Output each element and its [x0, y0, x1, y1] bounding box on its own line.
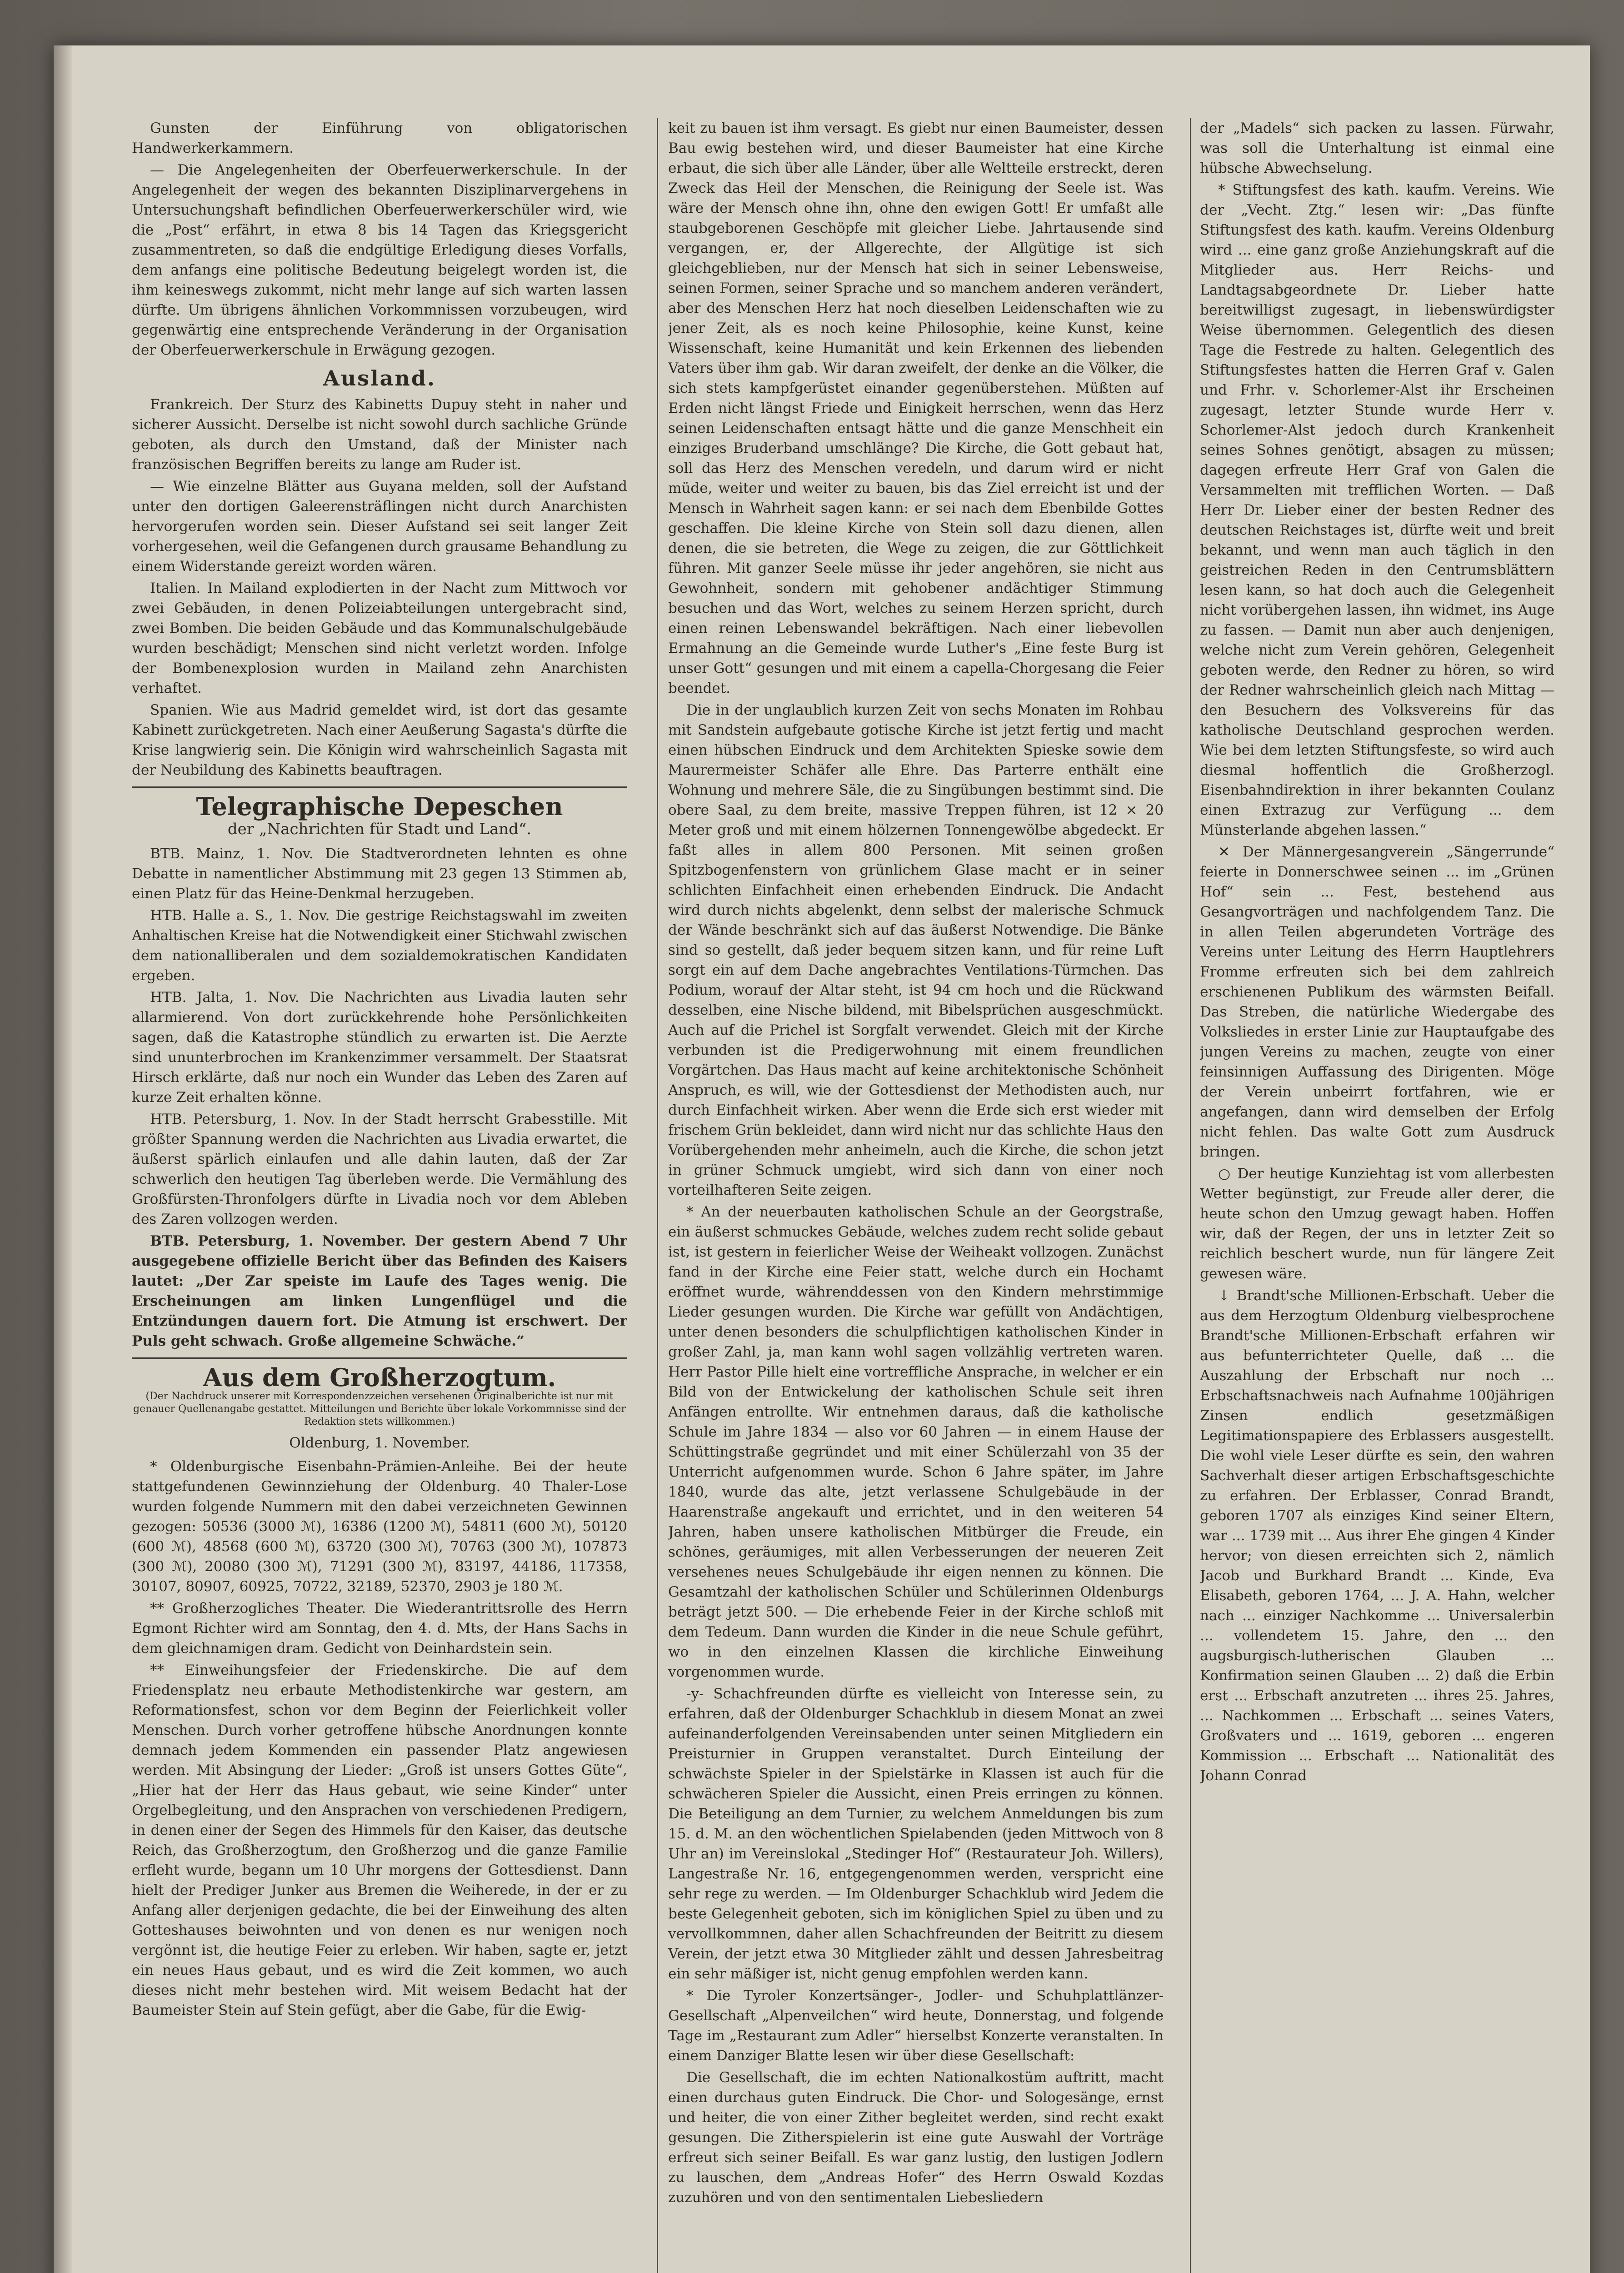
- paragraph: keit zu bauen ist ihm versagt. Es giebt nur einen Baumeister, dessen Bau ewig bestehen wird, und dieser Baumeister hat eine Kirche erbaut, die sich über alle Länder, über alle Weltteile erstreckt, deren Zweck das Heil der Menschen, die Reinigung der Seele ist. Was wäre der Mensch ohne ihn, ohne den ewigen Gott! Er umfaßt alle staubgeborenen Geschöpfe mit gleicher Liebe. Jahrtausende sind vergangen, er, der Allgerechte, der Allgütige ist sich gleichgeblieben, nur der Mensch hat sich in seiner Lebensweise, seinen Formen, seiner Sprache und so manchem anderen verändert, aber des Menschen Herz hat noch dieselben Leidenschaften wie zu jener Zeit, als es noch keine Philosophie, keine Kunst, keine Wissenschaft, keine Humanität und kein Erkennen des liebenden Vaters über ihm gab. Wir daran zweifelt, der denke an die Völker, die sich stets kampfgerüstet einander gegenüberstehen. Müßten auf Erden nicht längst Friede und Einigkeit herrschen, wenn das Herz seinen Leidenschaften entsagt hätte und die ganze Menschheit ein einziges Bruderband umschlänge? Die Kirche, die Gott gebaut hat, soll das Herz des Menschen veredeln, und darum wird er nicht müde, weiter und weiter zu bauen, bis das Ziel erreicht ist und der Mensch in Wahrheit sagen kann: er sei nach dem Ebenbilde Gottes geschaffen. Die kleine Kirche von Stein soll dazu dienen, allen denen, die sie betreten, die Wege zu zeigen, die zur Göttlichkeit führen. Mit ganzer Seele müsse ihr jeder angehören, sie nicht aus Gewohnheit, sondern mit gehobener andächtiger Stimmung besuchen und das Wort, welches zu seinem Herzen spricht, durch einen reinen Lebenswandel bekräftigen. Nach einer liebevollen Ermahnung an die Gemeinde wurde Luther's „Eine feste Burg ist unser Gott“ gesungen und mit einem a capella-Chorgesang die Feier beendet.: [668, 120, 1164, 696]
- paragraph: der „Madels“ sich packen zu lassen. Fürwahr, was soll die Unterhaltung ist einmal eine hübsche Abwechselung.: [1200, 120, 1554, 176]
- paragraph: ↓ Brandt'sche Millionen-Erbschaft. Ueber die aus dem Herzogtum Oldenburg vielbesprochene Brandt'sche Millionen-Erbschaft erfahren wir aus befunterrichteter Quelle, daß ... die Auszahlung der Erbschaft nur noch ... Erbschaftsnachweis nach Aufnahme 100jährigen Zinsen endlich gesetzmäßigen Legitimationspapiere des Erblassers ausgestellt. Die wohl viele Leser dürfte es sein, den wahren Sachverhalt dieser artigen Erbschaftsgeschichte zu erfahren. Der Erblasser, Conrad Brandt, geboren 1707 als einziges Kind seiner Eltern, war ... 1739 mit ... Aus ihrer Ehe gingen 4 Kinder hervor; von diesen erreichten sich 2, nämlich Jacob und Burkhard Brandt ... Kinde, Eva Elisabeth, geboren 1764, ... J. A. Hahn, welcher nach ... einziger Nachkomme ... Universalerbin ... vollendetem 15. Jahre, den ... den augsburgisch-lutherischen Glauben ... Konfirmation seinen Glauben ... 2) daß die Erbin erst ... Erbschaft anzutreten ... ihres 25. Jahres, ... Nachkommen ... Erbschaft ... seines Vaters, Großvaters und ... 1619, geboren ... engeren Kommission ... Erbschaft ... Nationalität des Johann Conrad: [1200, 1287, 1554, 1784]
- paragraph: ** Einweihungsfeier der Friedenskirche. Die auf dem Friedensplatz neu erbaute Methodistenkirche war gestern, am Reformationsfest, schon vor dem Beginn der Feierlichkeit voller Menschen. Durch vorher getroffene hübsche Anordnungen konnte demnach jedem Kommenden ein passender Platz angewiesen werden. Mit Absingung der Lieder: „Groß ist unsers Gottes Güte“, „Hier hat der Herr das Haus gebaut, wie seine Kinder“ unter Orgelbegleitung, und den Ansprachen von verschiedenen Predigern, in denen einer der Segen des Himmels für den Kaiser, das deutsche Reich, das Großherzogtum, den Großherzog und die ganze Familie erfleht wurde, begann um 10 Uhr morgens der Gottesdienst. Dann hielt der Prediger Junker aus Bremen die Weiherede, in der er zu Anfang aller derjenigen gedachte, die bei der Einweihung des alten Gotteshauses beiwohnten und von denen es nur wenigen noch vergönnt ist, die heutige Feier zu erleben. Wir haben, sagte er, jetzt ein neues Haus gebaut, und es wird die Zeit kommen, wo auch dieses nicht mehr bestehen wird. Mit weisem Bedacht hat der Baumeister Stein auf Stein gefügt, aber die Gabe, für die Ewig-: [132, 1662, 627, 2018]
- section-divider: [132, 786, 627, 788]
- paragraph: * Stiftungsfest des kath. kaufm. Vereins. Wie der „Vecht. Ztg.“ lesen wir: „Das fünfte Stiftungsfest des kath. kaufm. Vereins Oldenburg wird ... eine ganz große Anziehungskraft auf die Mitglieder aus. Herr Reichs- und Landtagsabgeordnete Dr. Lieber hatte bereitwilligst zugesagt, in liebenswürdigster Weise übernommen. Gelegentlich des diesen Tage die Festrede zu halten. Gelegentlich des Stiftungsfestes hatten die Herren Graf v. Galen und Frhr. v. Schorlemer-Alst ihr Erscheinen zugesagt, letzter Stunde wurde Herr v. Schorlemer-Alst jedoch durch Krankenheit seines Sohnes genötigt, absagen zu müssen; dagegen erfreute Herr Graf von Galen die Versammelten mit trefflichen Worten. — Daß Herr Dr. Lieber einer der besten Redner des deutschen Reichstages ist, dürfte weit und breit bekannt, und wenn man auch täglich in den geistreichen Reden in den Centrumsblättern lesen kann, so hat doch auch die Gelegenheit nicht vorübergehen lassen, ihn widmet, ins Auge zu fassen. — Damit nun aber auch denjenigen, welche nicht zum Verein gehören, Gelegenheit geboten werde, den Redner zu hören, so wird der Redner wahrscheinlich gleich nach Mittag — den Besuchern des Volksvereins für das katholische Deutschland gesprochen werden. Wie bei dem letzten Stiftungsfeste, so wird auch diesmal hoffentlich die Großherzogl. Eisenbahndirektion in ihrer bekannten Coulanz einen Extrazug zur Verfügung ... dem Münsterlande abgehen lassen.“: [1200, 182, 1554, 838]
- section-divider: [132, 1357, 627, 1359]
- paragraph: Gunsten der Einführung von obligatorischen Handwerkerkammern.: [132, 120, 627, 156]
- paragraph: ✕ Der Männergesangverein „Sängerrunde“ feierte in Donnerschwee seinen ... im „Grünen Hof“ sein ... Fest, bestehend aus Gesangvorträgen und nachfolgendem Tanz. Die in allen Teilen abgerundeten Vorträge des Vereins unter Leitung des Herrn Hauptlehrers Fromme erfreuten sich bei dem zahlreich erschienenen Publikum des wärmsten Beifall. Das Streben, die natürliche Wiedergabe des Volksliedes in erster Linie zur Hauptaufgabe des jungen Vereins zu machen, zeugte von einer feinsinnigen Auffassung des Dirigenten. Möge der Verein unbeirrt fortfahren, wie er angefangen, dann wird demselben der Erfolg nicht fehlen. Das walte Gott zum Ausdruck bringen.: [1200, 844, 1554, 1160]
- paragraph: BTB. Petersburg, 1. November. Der gestern Abend 7 Uhr ausgegebene offizielle Bericht über das Befinden des Kaisers lautet: „Der Zar speiste im Laufe des Tages wenig. Die Erscheinungen am linken Lungenflügel und die Entzündungen dauern fort. Die Atmung ist erschwert. Der Puls geht schwach. Große allgemeine Schwäche.“: [132, 1233, 627, 1349]
- section-heading-ausland: Ausland.: [323, 366, 436, 391]
- section-subheading: der „Nachrichten für Stadt und Land“.: [227, 820, 532, 838]
- paragraph: HTB. Jalta, 1. Nov. Die Nachrichten aus Livadia lauten sehr allarmierend. Von dort zurückkehrende hohe Persönlichkeiten sagen, daß die Katastrophe stündlich zu erwarten ist. Die Aerzte sind ununterbrochen im Krankenzimmer versammelt. Der Staatsrat Hirsch erklärte, daß nur noch ein Wunder das Leben des Zaren auf kurze Zeit erhalten könne.: [132, 989, 627, 1106]
- paragraph: ○ Der heutige Kunziehtag ist vom allerbesten Wetter begünstigt, zur Freude aller derer, die heute schon den Umzug gewagt haben. Hoffen wir, daß der Regen, der uns in letzter Zeit so reichlich beschert wurde, nun für längere Zeit gewesen wäre.: [1200, 1166, 1554, 1282]
- column-3: [1200, 118, 1554, 2273]
- column-1: [132, 118, 627, 2273]
- paragraph: -y- Schachfreunden dürfte es vielleicht von Interesse sein, zu erfahren, daß der Oldenburger Schachklub in diesem Monat an zwei aufeinanderfolgenden Vereinsabenden unter seinen Mitgliedern ein Preisturnier in Gruppen veranstaltet. Durch Einteilung der schwächste Spieler in der Spielstärke in Klassen ist auch für die schwächeren Spieler die Aussicht, einen Preis erringen zu können. Die Beteiligung an dem Turnier, zu welchem Anmeldungen bis zum 15. d. M. an den wöchentlichen Spielabenden (jeden Mittwoch von 8 Uhr an) im Vereinslokal „Stedinger Hof“ (Restaurateur Joh. Willers), Langestraße Nr. 16, entgegengenommen werden, verspricht eine sehr rege zu werden. — Im Oldenburger Schachklub wird Jedem die beste Gelegenheit geboten, sich im königlichen Spiel zu üben und zu vervollkommnen, daher allen Schachfreunden der Beitritt zu diesem Verein, der jetzt etwa 30 Mitglieder zählt und dessen Jahresbeitrag ein sehr mäßiger ist, nicht genug empfohlen werden kann.: [668, 1686, 1164, 1982]
- paragraph: HTB. Halle a. S., 1. Nov. Die gestrige Reichstagswahl im zweiten Anhaltischen Kreise hat die Notwendigkeit einer Stichwahl zwischen dem nationalliberalen und dem sozialdemokratischen Kandidaten ergeben.: [132, 907, 627, 984]
- paragraph: — Wie einzelne Blätter aus Guyana melden, soll der Aufstand unter den dortigen Galeerensträflingen nicht durch Anarchisten hervorgerufen worden sein. Dieser Aufstand sei seit langer Zeit vorhergesehen, weil die Gefangenen durch grausame Behandlung zu einem Widerstande gereizt worden wären.: [132, 478, 627, 575]
- paragraph: Die Gesellschaft, die im echten Nationalkostüm auftritt, macht einen durchaus guten Eindruck. Die Chor- und Sologesänge, ernst und heiter, die von einer Zither begleitet werden, sind recht exakt gesungen. Die Zitherspielerin ist eine gute Auswahl der Vorträge erfreut sich seiner Beifall. Es war ganz lustig, den lustigen Jodlern zu lauschen, dem „Andreas Hofer“ des Herrn Oswald Kozdas zuzuhören und von den sentimentalen Liebesliedern: [668, 2069, 1164, 2206]
- reprint-notice: (Der Nachdruck unserer mit Korrespondenzzeichen versehenen Originalberichte ist nur mit genauer Quellenangabe gestattet. Mitteilungen und Berichte über lokale Vorkommnisse sind der Redaktion stets willkommen.): [133, 1391, 626, 1427]
- column-rule-2: [1190, 118, 1191, 2273]
- paragraph: * An der neuerbauten katholischen Schule an der Georgstraße, ein äußerst schmuckes Gebäude, welches zudem recht solide gebaut ist, ist gestern in feierlicher Weise der Weiheakt vollzogen. Zunächst fand in der Kirche eine Feier statt, welche durch ein Hochamt eröffnet wurde, währenddessen von den Kindern mehrstimmige Lieder gesungen wurden. Die Kirche war gefüllt von Andächtigen, unter denen besonders die schulpflichtigen katholischen Kinder in großer Zahl, ja, man kann wohl sagen vollzählig vertreten waren. Herr Pastor Pille hielt eine vortreffliche Ansprache, in welcher er ein Bild von der Entwickelung der katholischen Schule seit ihren Anfängen entrollte. Wir entnehmen daraus, daß die katholische Schule im Jahre 1834 — also vor 60 Jahren — in einem Hause der Schüttingstraße gegründet und mit einer Schülerzahl von 35 der Unterricht aufgenommen wurde. Schon 6 Jahre später, im Jahre 1840, wurde das alte, jetzt verlassene Schulgebäude in der Haarenstraße angekauft und errichtet, und in den weiteren 54 Jahren, haben unsere katholischen Mitbürger die Freude, ein schönes, geräumiges, mit allen Verbesserungen der neueren Zeit versehenes neues Schulgebäude ihr eigen nennen zu können. Die Gesamtzahl der katholischen Schüler und Schülerinnen Oldenburgs beträgt jetzt 500. — Die erhebende Feier in der Kirche schloß mit dem Tedeum. Dann wurden die Kinder in die neue Schule geführt, wo in den einzelnen Klassen die kirchliche Einweihung vorgenommen wurde.: [668, 1204, 1164, 1680]
- paragraph: * Oldenburgische Eisenbahn-Prämien-Anleihe. Bei der heute stattgefundenen Gewinnziehung der Oldenburg. 40 Thaler-Lose wurden folgende Nummern mit den dabei verzeichneten Gewinnen gezogen: 50536 (3000 ℳ), 16386 (1200 ℳ), 54811 (600 ℳ), 50120 (600 ℳ), 48568 (600 ℳ), 63720 (300 ℳ), 70763 (300 ℳ), 107873 (300 ℳ), 20080 (300 ℳ), 71291 (300 ℳ), 83197, 44186, 117358, 30107, 80907, 60925, 70722, 32189, 52370, 2903 je 180 ℳ.: [132, 1458, 627, 1595]
- paragraph: BTB. Mainz, 1. Nov. Die Stadtverordneten lehnten es ohne Debatte in namentlicher Abstimmung mit 23 gegen 13 Stimmen ab, einen Platz für das Heine-Denkmal herzugeben.: [132, 846, 627, 902]
- column-rule-1: [657, 118, 658, 2273]
- paragraph: Frankreich. Der Sturz des Kabinetts Dupuy steht in naher und sicherer Aussicht. Derselbe ist nicht sowohl durch sachliche Gründe geboten, als durch den Umstand, daß der Minister nach französischen Begriffen bereits zu lange am Ruder ist.: [132, 396, 627, 473]
- dateline: Oldenburg, 1. November.: [289, 1435, 470, 1451]
- paragraph: Die in der unglaublich kurzen Zeit von sechs Monaten im Rohbau mit Sandstein aufgebaute gotische Kirche ist jetzt fertig und macht einen hübschen Eindruck und dem Architekten Spieske sowie dem Maurermeister Schäfer alle Ehre. Das Parterre enthält eine Wohnung und mehrere Säle, die zu Singübungen bestimmt sind. Die obere Saal, zu dem breite, massive Treppen führen, ist 12 × 20 Meter groß und mit einem hölzernen Tonnengewölbe abgedeckt. Er faßt alles in allem 800 Personen. Mit seinen großen Spitzbogenfenstern von grünlichem Glase macht er in seiner schlichten Einfachheit einen erhebenden Eindruck. Die Andacht wird durch nichts abgelenkt, denn selbst der malerische Schmuck der Wände beschränkt sich auf das äußerst Notwendige. Die Bänke sind so gestellt, daß jeder bequem sitzen kann, und für reine Luft sorgt ein auf dem Dache angebrachtes Ventilations-Türmchen. Das Podium, worauf der Altar steht, ist 94 cm hoch und die Rückwand desselben, eine Nische bildend, mit Bibelsprüchen ausgeschmückt. Auch auf die Prichel ist Sorgfalt verwendet. Gleich mit der Kirche verbunden ist die Predigerwohnung mit einem freundlichen Vorgärtchen. Das Haus macht auf keine architektonische Schönheit Anspruch, es will, wie der Gottesdienst der Methodisten auch, nur durch Einfachheit wirken. Aber wenn die Erde sich erst wieder mit frischem Grün bekleidet, dann wird nicht nur das schlichte Haus den Vorübergehenden mehr anheimeln, auch die Kirche, die schon jetzt in grüner Schmuck umgiebt, wird sich dann von einer noch vorteilhafteren Seite zeigen.: [668, 702, 1164, 1198]
- paragraph: Spanien. Wie aus Madrid gemeldet wird, ist dort das gesamte Kabinett zurückgetreten. Nach einer Aeußerung Sagasta's dürfte die Krise langwierig sein. Die Königin wird wahrscheinlich Sagasta mit der Neubildung des Kabinetts beauftragen.: [132, 702, 627, 778]
- section-heading-grossherzogtum: Aus dem Großherzogtum.: [203, 1363, 556, 1392]
- page-binding-edge: [54, 45, 72, 2273]
- paragraph: — Die Angelegenheiten der Oberfeuerwerkerschule. In der Angelegenheit der wegen des bekannten Disziplinarvergehens in Untersuchungshaft befindlichen Oberfeuerwerkerschüler wird, wie die „Post“ erfährt, in etwa 8 bis 14 Tagen das Kriegsgericht zusammentreten, so daß die endgültige Erledigung dieses Vorfalls, dem anfangs eine politische Bedeutung beigelegt worden ist, die ihm keineswegs zukommt, nicht mehr lange auf sich warten lassen dürfte. Um übrigens ähnlichen Vorkommnissen vorzubeugen, wird gegenwärtig eine entsprechende Veränderung in der Organisation der Oberfeuerwerkerschule in Erwägung gezogen.: [132, 162, 627, 358]
- column-2: [668, 118, 1164, 2273]
- paragraph: * Die Tyroler Konzertsänger-, Jodler- und Schuhplattlänzer-Gesellschaft „Alpenveilchen“ wird heute, Donnerstag, und folgende Tage im „Restaurant zum Adler“ hierselbst Konzerte veranstalten. In einem Danziger Blatte lesen wir über diese Gesellschaft:: [668, 1988, 1164, 2064]
- paragraph: HTB. Petersburg, 1. Nov. In der Stadt herrscht Grabesstille. Mit größter Spannung werden die Nachrichten aus Livadia erwartet, die äußerst spärlich einlaufen und alle dahin lauten, daß der Zar schwerlich den heutigen Tag überleben werde. Die Vermählung des Großfürsten-Thronfolgers dürfte in Livadia noch vor dem Ableben des Zaren vollzogen werden.: [132, 1111, 627, 1227]
- section-heading-telegraphische-depeschen: Telegraphische Depeschen: [196, 792, 563, 821]
- paragraph: Italien. In Mailand explodierten in der Nacht zum Mittwoch vor zwei Gebäuden, in denen Polizeiabteilungen untergebracht sind, zwei Bomben. Die beiden Gebäude und das Kommunalschulgebäude wurden beschädigt; Menschen sind nicht verletzt worden. Infolge der Bombenexplosion wurden in Mailand zehn Anarchisten verhaftet.: [132, 580, 627, 696]
- paragraph: ** Großherzogliches Theater. Die Wiederantrittsrolle des Herrn Egmont Richter wird am Sonntag, den 4. d. Mts, der Hans Sachs in dem gleichnamigen dram. Gedicht von Deinhardstein sein.: [132, 1600, 627, 1657]
